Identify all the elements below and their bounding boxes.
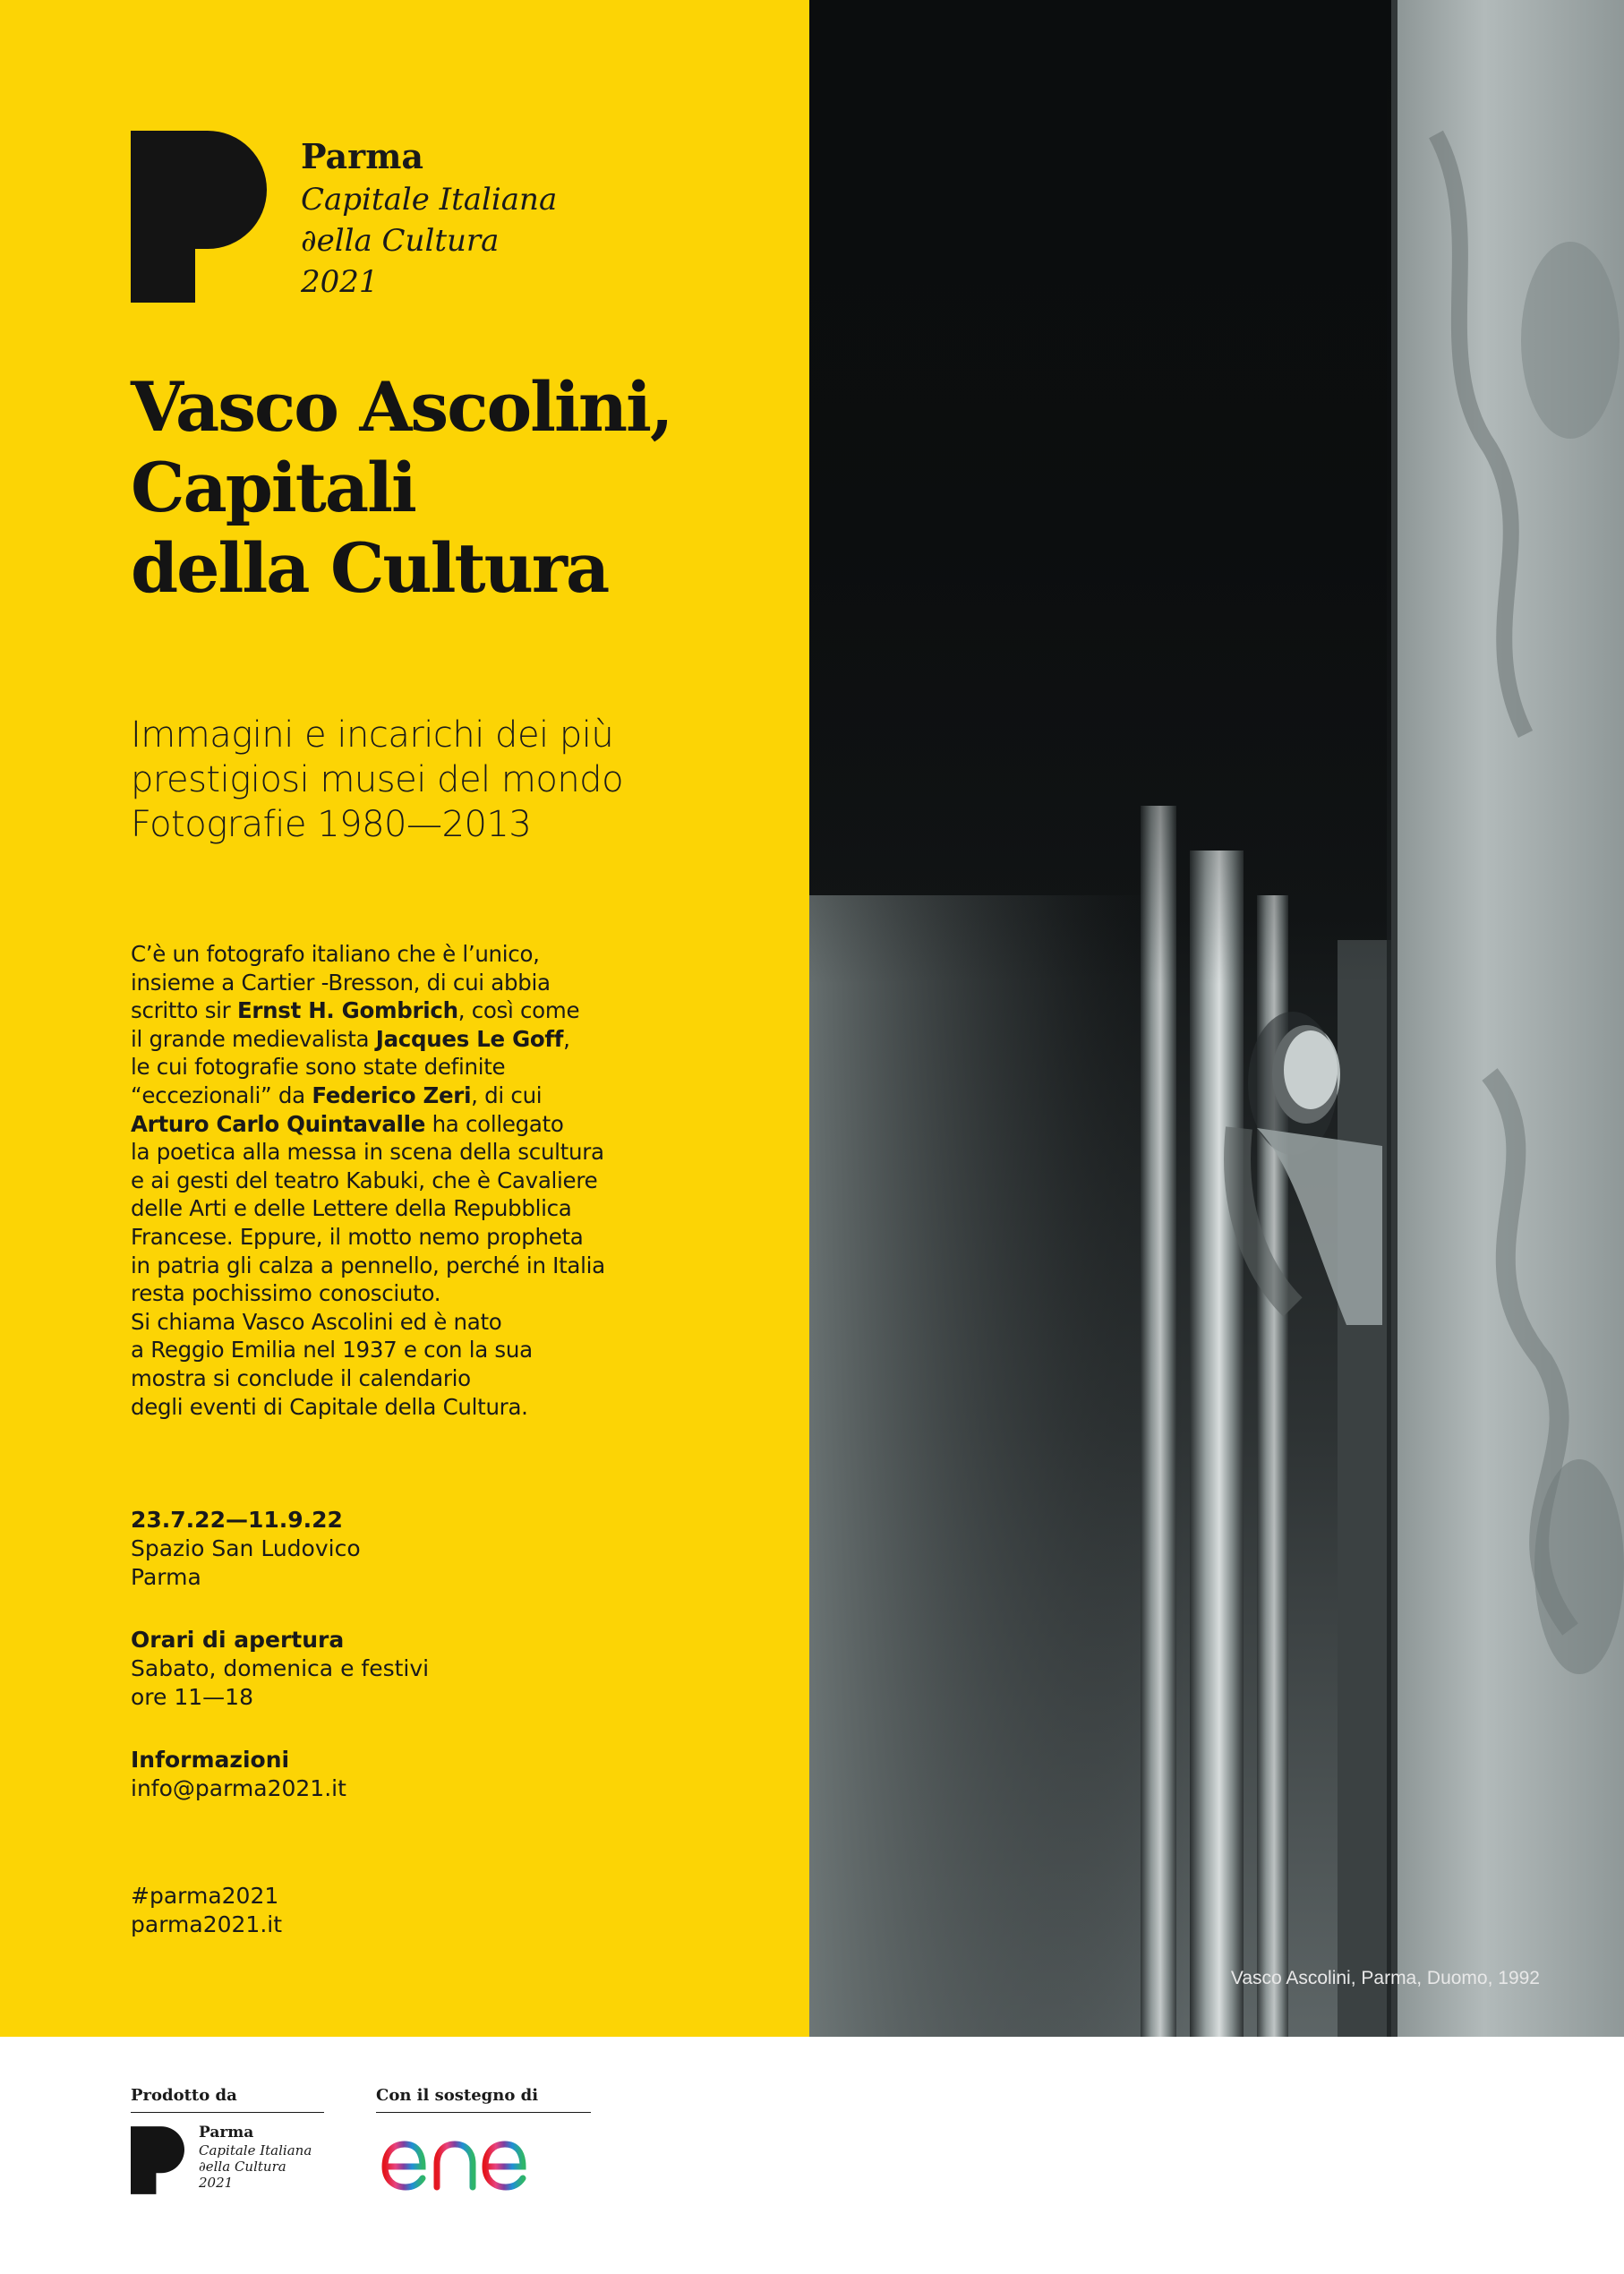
exhibition-photo: [809, 0, 1624, 2037]
body-text: “eccezionali” da: [131, 1081, 312, 1108]
body-line: C’è un fotografo italiano che è l’unico,: [131, 941, 540, 967]
logo-line-2: ∂ella Cultura: [301, 223, 500, 259]
website-link[interactable]: parma2021.it: [131, 1911, 283, 1937]
body-line: e ai gesti del teatro Kabuki, che è Cavaliere: [131, 1167, 598, 1193]
opening-hours: [131, 1626, 429, 1712]
hours-heading: Orari di apertura: [131, 1627, 345, 1653]
title-line-1: Vasco Ascolini,: [131, 367, 672, 447]
body-text: il grande medievalista: [131, 1025, 376, 1052]
name-gombrich: Ernst H. Gombrich: [236, 997, 458, 1024]
body-line: [131, 996, 775, 1025]
produced-by-label: Prodotto da: [131, 2086, 324, 2113]
event-city: Parma: [131, 1564, 201, 1590]
subtitle-line-1: Immagini e incarichi dei più: [131, 714, 614, 756]
body-line: Si chiama Vasco Ascolini ed è nato: [131, 1308, 502, 1335]
body-line: [131, 1081, 775, 1110]
body-line: a Reggio Emilia nel 1937 e con la sua: [131, 1337, 533, 1364]
contact-heading: Informazioni: [131, 1747, 290, 1773]
subtitle-line-2: prestigiosi musei del mondo: [131, 759, 624, 800]
contact-info: [131, 1746, 346, 1803]
photo-image: [809, 0, 1624, 2037]
footer-logo-wordmark: [199, 2124, 312, 2191]
produced-by: [131, 2086, 324, 2113]
footer-logo-city: Parma: [199, 2124, 254, 2141]
event-info: [131, 1506, 361, 1592]
body-line: delle Arti e delle Lettere della Repubblica: [131, 1195, 572, 1222]
footer-logo-line-1: Capitale Italiana: [199, 2142, 312, 2159]
body-text: ,: [563, 1025, 570, 1052]
name-le-goff: Jacques Le Goff: [375, 1025, 564, 1052]
name-zeri: Federico Zeri: [312, 1081, 472, 1108]
subtitle: [131, 713, 623, 847]
logo-wordmark: [301, 134, 557, 303]
body-line: insieme a Cartier -Bresson, di cui abbia: [131, 969, 551, 996]
logo-line-1: Capitale Italiana: [301, 182, 558, 218]
enel-logo-icon: [376, 2126, 573, 2198]
footer-parma-p-logo-icon: [131, 2126, 184, 2194]
hours-time: ore 11—18: [131, 1684, 253, 1710]
footer-logo-line-3: 2021: [199, 2175, 234, 2191]
name-quintavalle: Arturo Carlo Quintavalle: [131, 1110, 426, 1137]
sponsor-name: enel: [376, 2126, 378, 2127]
logo-city: Parma: [301, 136, 424, 176]
description: [131, 940, 775, 1421]
body-text: , così come: [457, 997, 580, 1024]
body-line: Francese. Eppure, il motto nemo propheta: [131, 1223, 584, 1250]
event-dates: 23.7.22—11.9.22: [131, 1507, 343, 1533]
social-info: [131, 1882, 282, 1939]
page-title: [131, 367, 793, 609]
body-line: [131, 1110, 775, 1139]
parma-p-logo-icon: [131, 131, 267, 303]
body-text: , di cui: [471, 1081, 543, 1108]
photo-caption: Vasco Ascolini, Parma, Duomo, 1992: [1230, 1968, 1540, 1988]
body-text: scritto sir: [131, 997, 237, 1024]
title-line-3: della Cultura: [131, 528, 609, 608]
event-venue: Spazio San Ludovico: [131, 1535, 361, 1561]
hashtag: #parma2021: [131, 1883, 279, 1909]
body-line: in patria gli calza a pennello, perché in Italia: [131, 1252, 605, 1278]
subtitle-line-3: Fotografie 1980—2013: [131, 804, 532, 845]
body-line: degli eventi di Capitale della Cultura.: [131, 1393, 528, 1420]
body-line: la poetica alla messa in scena della scultura: [131, 1139, 604, 1166]
logo-line-3: 2021: [301, 264, 379, 300]
body-line: resta pochissimo conosciuto.: [131, 1280, 441, 1307]
supported-by-label: Con il sostegno di: [376, 2086, 591, 2113]
body-text: ha collegato: [425, 1110, 564, 1137]
body-line: le cui fotografie sono state definite: [131, 1054, 506, 1081]
title-line-2: Capitali: [131, 448, 415, 527]
hours-days: Sabato, domenica e festivi: [131, 1655, 430, 1681]
supported-by: [376, 2086, 591, 2113]
body-line: mostra si conclude il calendario: [131, 1364, 471, 1391]
footer-logo-line-2: ∂ella Cultura: [199, 2159, 286, 2175]
body-line: [131, 1025, 775, 1054]
contact-email-link[interactable]: info@parma2021.it: [131, 1775, 346, 1801]
